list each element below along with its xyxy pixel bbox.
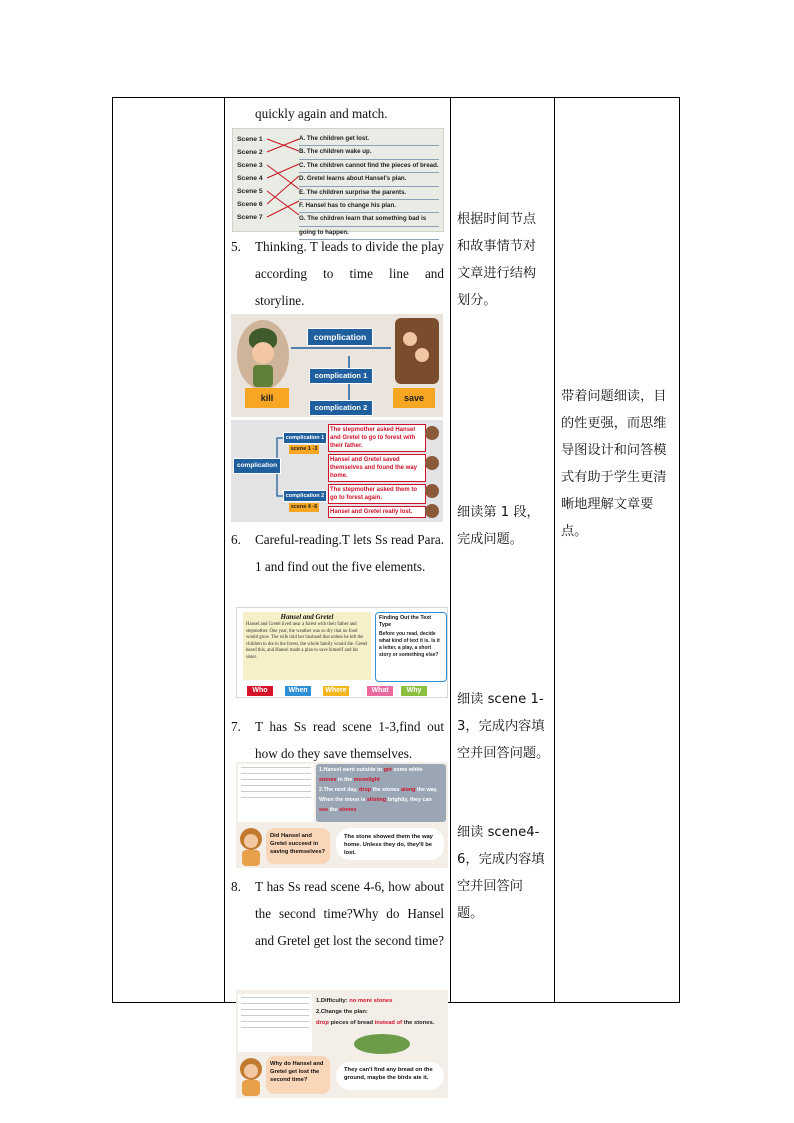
scene-range-2: scene 4 -6: [290, 504, 318, 510]
save-label: save: [393, 388, 435, 408]
fill-answer: moonlight: [353, 777, 380, 783]
bird-illustration: [354, 1034, 410, 1054]
structure-row: Hansel and Gretel saved themselves and found the way home.: [328, 454, 426, 482]
step-text: T has Ss read scene 4-6, how about the second time?Why do Hansel and Gretel get lost the second time?: [255, 879, 444, 948]
lost-slide: [236, 990, 448, 1098]
intro-line: quickly again and match.: [255, 106, 388, 121]
save-slide: [236, 762, 448, 868]
scene-label: Scene 2: [237, 149, 263, 156]
fill-text: the stones: [372, 787, 400, 793]
structure-row: The stepmother asked them to go to forest again.: [328, 484, 426, 504]
fill-answer: instead of: [374, 1020, 403, 1026]
fill-answer: get: [383, 767, 392, 773]
avatar: [425, 456, 439, 470]
fill-text: the: [329, 807, 338, 813]
complication-1-box: complication 1: [309, 368, 373, 384]
complication-1-box: complication 1: [283, 432, 327, 444]
fill-text: pieces of bread: [330, 1020, 374, 1026]
option-list: [299, 133, 439, 240]
script-excerpt: [238, 764, 314, 822]
complication-box: complication: [233, 458, 281, 474]
fill-answer: shining: [366, 797, 387, 803]
option-item: going to happen.: [299, 227, 439, 240]
option-item: A. The children get lost.: [299, 133, 439, 146]
design-note-3: 细读 scene 1-3，完成内容填空并回答问题。: [457, 692, 550, 761]
step-7: [231, 713, 444, 767]
text-type-text: Before you read, decide what kind of text it is. Is it a letter, a play, a short story or something else?: [379, 631, 440, 658]
option-item: F. Hansel has to change his plan.: [299, 200, 439, 213]
column-divider: [450, 97, 451, 1003]
story-paragraph-box: [243, 612, 371, 680]
purpose-note: 带着问题细读，目的性更强，而思维导图设计和问答模式有助于学生更清晰地理解文章要点。: [561, 389, 667, 539]
fill-answer: see: [319, 807, 328, 813]
scene-label: Scene 1: [237, 136, 263, 143]
plot-slide: [231, 314, 443, 417]
scene-label: Scene 6: [237, 201, 263, 208]
fill-text: 2.Change the plan:: [316, 1009, 368, 1015]
structure-row: Hansel and Gretel really lost.: [328, 506, 426, 518]
fill-text: in the: [337, 777, 353, 783]
option-item: D. Gretel learns about Hansel's plan.: [299, 173, 439, 186]
scene-label: Scene 7: [237, 214, 263, 221]
step-text: Careful-reading.T lets Ss read Para. 1 and find out the five elements.: [255, 532, 444, 574]
step-number: 5.: [231, 239, 241, 254]
fill-text: 2.The next day,: [319, 787, 358, 793]
structure-row: The stepmother asked Hansel and Gretel to go to forest with their father.: [328, 424, 426, 452]
fill-answer: drop: [359, 787, 372, 793]
avatar: [425, 484, 439, 498]
fill-text: 1.Hansel went outside to: [319, 767, 383, 773]
girl-illustration: [238, 826, 264, 866]
fill-text: some white: [393, 767, 423, 773]
elements-slide: [236, 607, 448, 698]
element-tag-why: Why: [401, 686, 427, 696]
design-note-2: 细读第 1 段，完成问题。: [457, 505, 540, 547]
complication-2-box: complication 2: [283, 490, 327, 502]
step-number: 6.: [231, 532, 241, 547]
structure-slide: [231, 420, 443, 522]
scene-list: [237, 133, 271, 224]
design-note-4: 细读 scene4-6，完成内容填空并回答问题。: [457, 825, 545, 921]
scene-label: Scene 4: [237, 175, 263, 182]
fill-text: 1.Difficulty:: [316, 998, 348, 1004]
element-tag-where: Where: [323, 686, 349, 696]
question-bubble: Did Hansel and Gretel succeed in saving themselves?: [266, 828, 330, 864]
fill-text: the stones.: [403, 1020, 435, 1026]
girl-illustration: [238, 1056, 264, 1096]
column-divider: [224, 97, 225, 1003]
step-8: [231, 873, 444, 954]
matching-slide: [232, 128, 444, 236]
fill-text: the way.: [416, 787, 438, 793]
avatar: [425, 426, 439, 440]
story-paragraph: Hansel and Gretel lived near a forest with their father and stepmother. One year, the weather was so dry that no food would grow. The wife told her husband that unless he left the children to die in the forest, the whole family would die. Gretel heard this, and Hansel made a plan to save himself and his sister.: [246, 622, 368, 660]
element-tag-who: Who: [247, 686, 273, 696]
step-5: [231, 233, 444, 314]
kill-label: kill: [245, 388, 289, 408]
design-note-1: 根据时间节点和故事情节对文章进行结构划分。: [457, 212, 537, 308]
step-number: 8.: [231, 879, 241, 894]
scene-label: Scene 3: [237, 162, 263, 169]
fill-answer: stones: [319, 777, 337, 783]
text-type-box: [375, 612, 447, 682]
complication-2-box: complication 2: [309, 400, 373, 416]
answer-bubble: They can't find any bread on the ground, maybe the birds ate it.: [336, 1062, 444, 1090]
text-type-title: Finding Out the Text Type: [379, 615, 432, 628]
fill-answer: along: [401, 787, 416, 793]
answer-bubble: The stone showed them the way home. Unless they do, they'll be lost.: [336, 828, 444, 860]
element-tag-what: What: [367, 686, 393, 696]
option-item: B. The children wake up.: [299, 146, 439, 159]
fill-in-box: [316, 764, 446, 822]
element-tag-when: When: [285, 686, 311, 696]
difficulty-box: [316, 996, 444, 1029]
fill-answer: no more stones: [349, 998, 393, 1004]
fill-answer: stones: [339, 807, 357, 813]
step-6: [231, 526, 444, 580]
option-item: C. The children cannot find the pieces of bread.: [299, 160, 439, 173]
script-excerpt: [238, 994, 312, 1052]
question-bubble: Why do Hansel and Gretel get lost the second time?: [266, 1056, 330, 1094]
scene-label: Scene 5: [237, 188, 263, 195]
fill-text: When the moon is: [319, 797, 366, 803]
step-text: Thinking. T leads to divide the play according to time line and storyline.: [255, 239, 444, 308]
complication-box: complication: [307, 328, 373, 346]
step-number: 7.: [231, 719, 241, 734]
option-item: E. The children surprise the parents.: [299, 187, 439, 200]
fill-answer: drop: [316, 1020, 329, 1026]
step-text: T has Ss read scene 1-3,find out how do they save themselves.: [255, 719, 444, 761]
story-title: Hansel and Gretel: [280, 613, 334, 621]
avatar: [425, 504, 439, 518]
scene-range-1: scene 1 -3: [290, 446, 318, 452]
option-item: G. The children learn that something bad is: [299, 213, 439, 226]
fill-text: brightly, they can: [387, 797, 432, 803]
column-divider: [554, 97, 555, 1003]
match-lines: [267, 129, 301, 233]
